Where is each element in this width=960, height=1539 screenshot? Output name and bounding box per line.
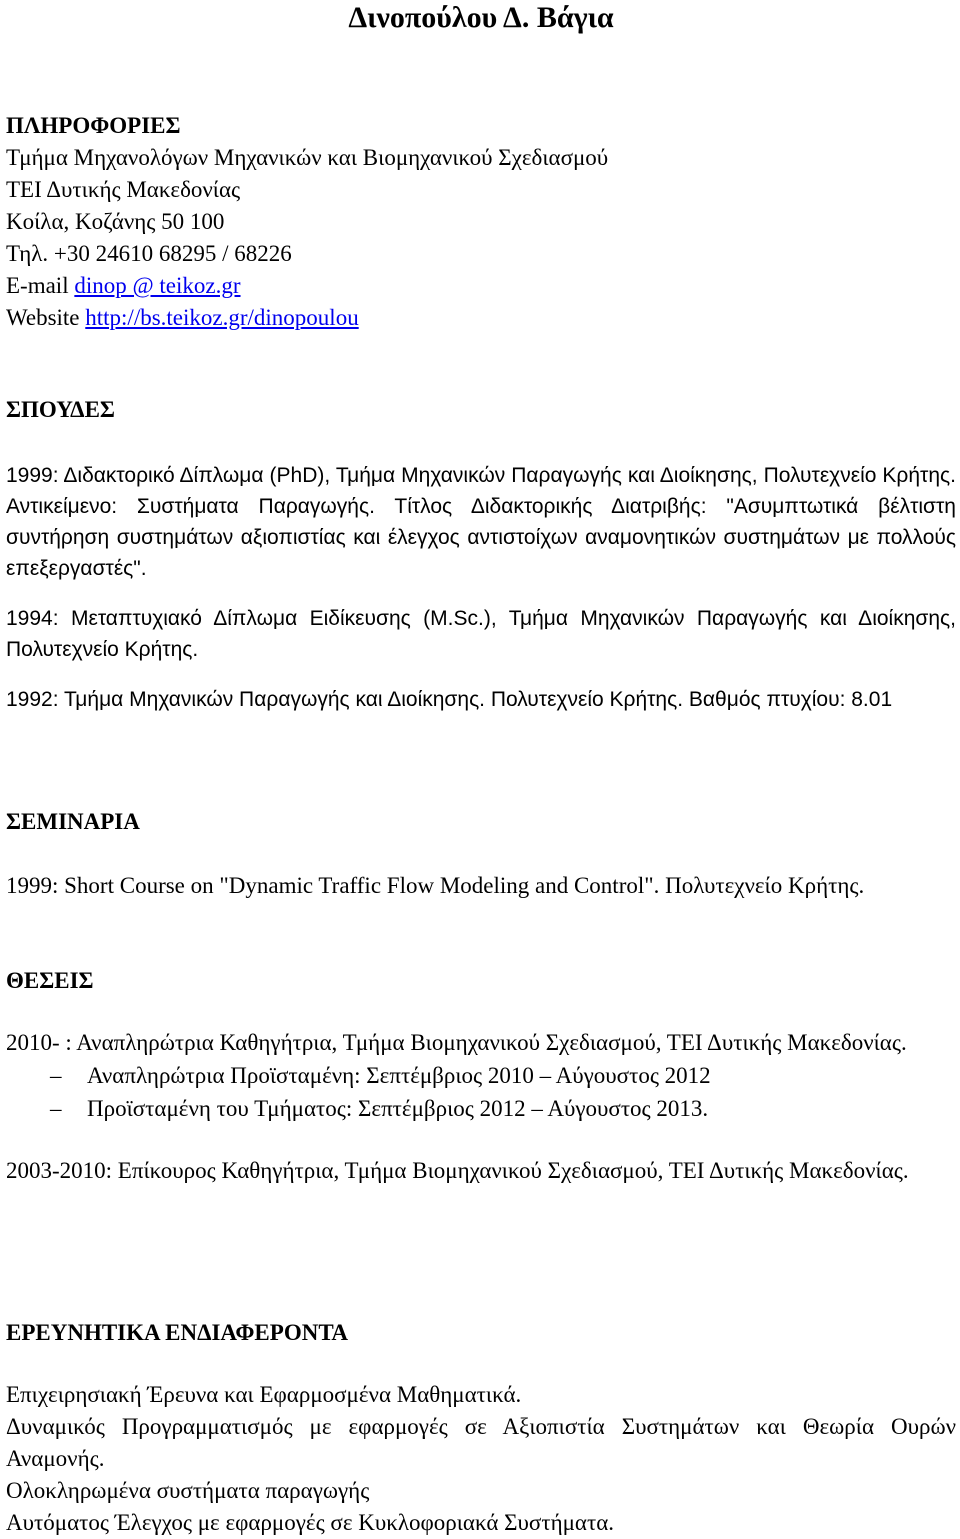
position-previous: 2003-2010: Επίκουρος Καθηγήτρια, Τμήμα Βιομηχανικού Σχεδιασμού, ΤΕΙ Δυτικής Μακεδονίας. — [6, 1158, 909, 1183]
info-department: Τμήμα Μηχανολόγων Μηχανικών και Βιομηχανικού Σχεδιασμού — [6, 145, 609, 170]
list-item — [50, 1059, 956, 1092]
role-text: Προϊσταμένη του Τμήματος: Σεπτέμβριος 2012 – Αύγουστος 2013. — [87, 1096, 709, 1121]
info-institution: ΤΕΙ Δυτικής Μακεδονίας — [6, 177, 241, 202]
positions-section — [6, 965, 956, 1187]
info-phone: Τηλ. +30 24610 68295 / 68226 — [6, 241, 292, 266]
studies-msc: 1994: Μεταπτυχιακό Δίπλωμα Ειδίκευσης (M.Sc.), Τμήμα Μηχανικών Παραγωγής και Διοίκησης, Πολυτεχνείο Κρήτης. — [6, 607, 956, 661]
position-roles-list — [6, 1059, 956, 1125]
research-item: Ολοκληρωμένα συστήματα παραγωγής — [6, 1478, 370, 1503]
website-link[interactable]: http://bs.teikoz.gr/dinopoulou — [85, 305, 359, 330]
studies-phd: 1999: Διδακτορικό Δίπλωμα (PhD), Τμήμα Μηχανικών Παραγωγής και Διοίκησης, Πολυτεχνείο Κρήτης. Αντικείμενο: Συστήματα Παραγωγής. Τίτλος Διδακτορικής Διατριβής: "Ασυμπτωτικά βέλτιστη συντήρηση συστημάτων αξιοπιστίας και έλεγχος αντιστοίχων αναμονητικών συστημάτων με πολλούς επεξεργαστές". — [6, 464, 956, 580]
info-heading: ΠΛΗΡΟΦΟΡΙΕΣ — [6, 113, 181, 138]
studies-heading: ΣΠΟΥΔΕΣ — [6, 397, 115, 422]
dash-bullet-icon: – — [50, 1063, 62, 1088]
email-link[interactable]: dinop @ teikoz.gr — [74, 273, 241, 298]
info-section — [6, 110, 956, 334]
info-website-row — [6, 302, 956, 334]
research-section — [6, 1317, 956, 1539]
research-item: Δυναμικός Προγραμματισμός με εφαρμογές σε Αξιοπιστία Συστημάτων και Θεωρία Ουρών Αναμονής. — [6, 1414, 956, 1471]
research-item: Επιχειρησιακή Έρευνα και Εφαρμοσμένα Μαθηματικά. — [6, 1382, 522, 1407]
seminars-heading: ΣΕΜΙΝΑΡΙΑ — [6, 809, 140, 834]
seminars-section — [6, 806, 956, 902]
seminar-item: 1999: Short Course on "Dynamic Traffic Flow Modeling and Control". Πολυτεχνείο Κρήτης. — [6, 873, 865, 898]
positions-heading: ΘΕΣΕΙΣ — [6, 968, 94, 993]
role-text: Αναπληρώτρια Προϊσταμένη: Σεπτέμβριος 2010 – Αύγουστος 2012 — [87, 1063, 711, 1088]
info-email-row — [6, 270, 956, 302]
studies-bsc: 1992: Τμήμα Μηχανικών Παραγωγής και Διοίκησης. Πολυτεχνείο Κρήτης. Βαθμός πτυχίου: 8.01 — [6, 688, 893, 711]
email-label: E-mail — [6, 273, 75, 298]
website-label: Website — [6, 305, 86, 330]
page-title: Δινοπούλου Δ. Βάγια — [348, 1, 614, 34]
position-current: 2010- : Αναπληρώτρια Καθηγήτρια, Τμήμα Βιομηχανικού Σχεδιασμού, ΤΕΙ Δυτικής Μακεδονίας. — [6, 1030, 907, 1055]
info-address: Κοίλα, Κοζάνης 50 100 — [6, 209, 225, 234]
cv-page — [6, 0, 956, 1535]
list-item — [50, 1092, 956, 1125]
dash-bullet-icon: – — [50, 1096, 62, 1121]
studies-section — [6, 394, 956, 715]
research-heading: ΕΡΕΥΝΗΤΙΚΑ ΕΝΔΙΑΦΕΡΟΝΤΑ — [6, 1320, 349, 1345]
research-item: Αυτόματος Έλεγχος με εφαρμογές σε Κυκλοφοριακά Συστήματα. — [6, 1510, 615, 1535]
